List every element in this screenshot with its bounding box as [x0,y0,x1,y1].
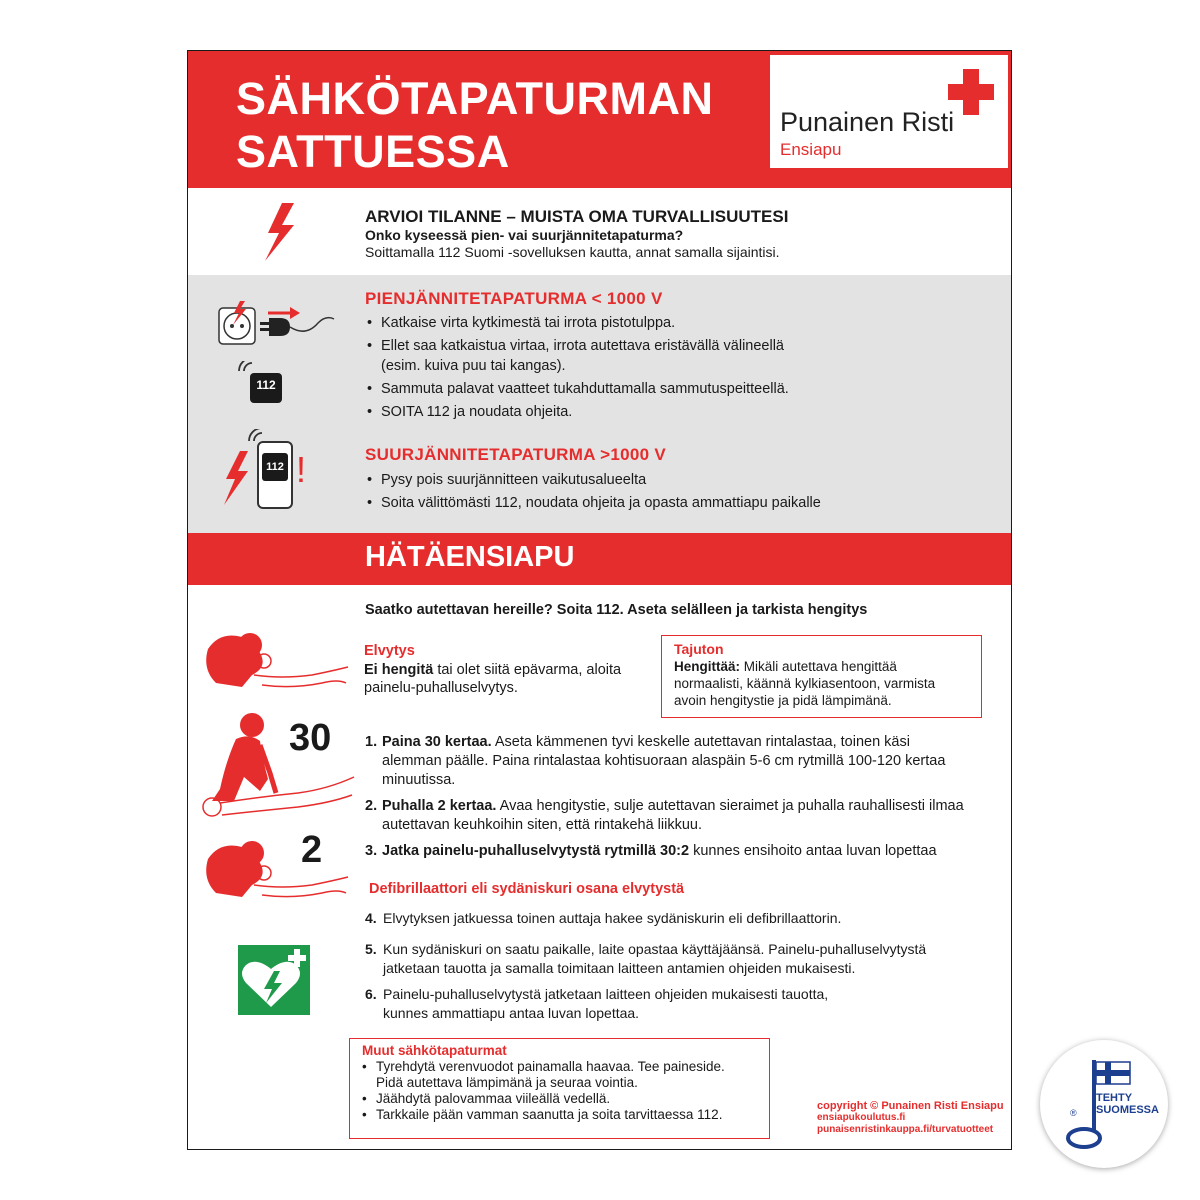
step-bold: Jatka painelu-puhalluselvytystä rytmillä 30:2 [382,843,690,859]
unconscious-bold: Hengittää: [674,659,741,674]
breaths-count: 2 [301,829,323,871]
made-in-finland-badge [1040,1040,1168,1168]
assess-note: Soittamalla 112 Suomi -sovelluksen kautta, annat samalla sijaintisi. [365,244,780,260]
box-112-label: 112 [256,378,276,392]
logo-name: Punainen Risti [780,107,955,137]
socket-plug-icon [218,297,336,349]
compressions-count: 30 [289,717,332,759]
copyright [817,1100,1004,1136]
step-6 [365,985,835,1023]
phone-112-label: 112 [266,461,284,473]
low-voltage-title: PIENJÄNNITETAPATURMA < 1000 V [365,289,663,308]
list-item: • Pysy pois suurjännitteen vaikutusalueelta [365,470,821,490]
defib-title: Defibrillaattori eli sydäniskuri osana elvytystä [369,881,685,897]
step-text: kunnes ensihoito antaa luvan lopettaa [689,843,937,859]
poster-title-line2: SATTUESSA [236,126,510,177]
resus-bold: Ei hengitä [364,662,434,678]
step-number: 1. [365,734,378,750]
step-text: Avaa hengitystie, sulje autettavan sieraimet ja puhalla rauhallisesti ilmaa autettavan keuhkoihin siten, että rintakehä liikkuu. [382,798,964,833]
unconscious-body [674,658,969,709]
assess-question: Onko kyseessä pien- vai suurjännitetapaturma? [365,227,684,243]
step-3 [365,842,965,861]
registered-mark: ® [1070,1108,1077,1118]
step-1 [365,733,965,790]
step-bold: Paina 30 kertaa. [382,734,492,750]
rescuer-breathing-icon [202,627,352,699]
high-voltage-title: SUURJÄNNITETAPATURMA >1000 V [365,445,667,464]
low-voltage-list [365,313,789,425]
poster-title-line1: SÄHKÖTAPATURMAN [236,73,714,124]
aed-icon [238,945,310,1015]
assess-title: ARVIOI TILANNE – MUISTA OMA TURVALLISUUTESI [365,207,789,226]
first-aid-title: HÄTÄENSIAPU [365,541,575,573]
badge-line2: SUOMESSA [1096,1104,1159,1116]
other-accidents-box [349,1038,770,1139]
step-number: 6. [365,986,377,1002]
list-item-continuation: Pidä autettava lämpimänä ja seuraa vointia. [376,1075,638,1090]
list-item [365,356,789,376]
resus-text: tai olet siitä epävarma, aloita painelu-puhalluselvytys. [364,662,622,696]
step-number: 5. [365,941,377,957]
warning-exclamation-icon: ! [296,449,307,490]
first-aid-intro: Saatko autettavan hereille? Soita 112. Aseta selälleen ja tarkista hengitys [365,602,868,618]
step-text: Elvytyksen jatkuessa toinen auttaja hakee sydäniskurin eli defibrillaattorin. [383,910,842,926]
copyright-line: copyright © Punainen Risti Ensiapu [817,1100,1004,1112]
unconscious-box [661,635,982,718]
lightning-icon [260,203,300,261]
chest-compression-icon [198,711,358,827]
list-item: • Ellet saa katkaistua virtaa, irrota autettava eristävällä välineellä [365,336,789,356]
list-item: • Katkaise virta kytkimestä tai irrota pistotulppa. [365,313,789,333]
list-item: • Soita välittömästi 112, noudata ohjeita ja opasta ammattiapu paikalle [365,493,821,513]
red-cross-icon [948,69,994,115]
high-voltage-list [365,470,821,516]
list-item [362,1059,757,1091]
unconscious-title: Tajuton [674,641,724,657]
list-item: • Sammuta palavat vaatteet tukahduttamalla sammutuspeitteellä. [365,379,789,399]
other-title: Muut sähkötapaturmat [362,1043,507,1058]
badge-line1: TEHTY [1096,1092,1133,1104]
step-text: Painelu-puhalluselvytystä jatketaan laitteen ohjeiden mukaisesti tauotta, kunnes ammattiapu antaa luvan lopettaa. [383,986,829,1021]
list-item: • Jäähdytä palovammaa viileällä vedellä. [362,1091,757,1107]
resus-body [364,661,624,697]
step-text: Kun sydäniskuri on saatu paikalle, laite opastaa käyttäjäänsä. Painelu-puhalluselvytystä jatketaan tauotta ja samalla toimitaan laitteen antamien ohjeiden mukaisesti. [383,941,927,976]
header-band [188,51,1011,188]
first-aid-band [188,533,1011,585]
step-number: 4. [365,910,377,926]
logo-sub: Ensiapu [780,140,842,159]
list-item: • SOITA 112 ja noudata ohjeita. [365,402,789,422]
red-cross-logo [770,55,1008,168]
resus-title: Elvytys [364,643,415,659]
step-number: 2. [365,798,378,814]
list-item-text: Tyrehdytä verenvuodot painamalla haavaa. Tee paineside. [376,1059,725,1074]
step-number: 3. [365,843,378,859]
step-bold: Puhalla 2 kertaa. [382,798,497,814]
copyright-shop-link[interactable]: punaisenristinkauppa.fi/turvatuotteet [817,1124,994,1135]
other-list [362,1059,757,1123]
step-text: Aseta kämmenen tyvi keskelle autettavan rintalastaa, toinen käsi alemman päälle. Paina rintalastaa kohtisuoraan alaspäin 5-6 cm rytmillä 100-120 kertaa minuutissa. [382,734,946,788]
step-4 [365,909,965,928]
step-5 [365,940,955,978]
list-item-continuation: (esim. kuiva puu tai kangas). [381,358,566,374]
list-item: • Tarkkaile pään vamman saanutta ja soita tarvittaessa 112. [362,1107,757,1123]
rescue-breath-icon [202,837,352,909]
unconscious-text: Mikäli autettava hengittää normaalisti, käännä kylkiasentoon, varmista avoin hengitystie ja pidä lämpimänä. [674,659,936,708]
step-2 [365,797,965,835]
copyright-site-link[interactable]: ensiapukoulutus.fi [817,1112,906,1123]
poster [187,50,1012,1150]
